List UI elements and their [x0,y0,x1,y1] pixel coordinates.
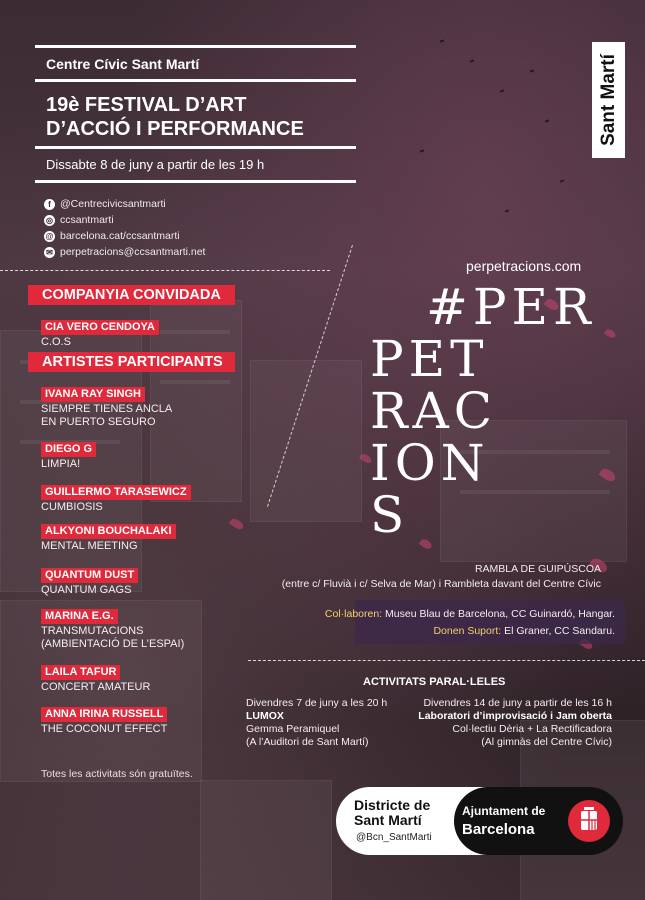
header-rule [35,180,356,183]
collaborators-text: Museu Blau de Barcelona, CC Guinardó, Hangar. [385,608,615,620]
activity-venue: (Al gimnàs del Centre Cívic) [481,736,612,748]
artist-entry [41,704,167,736]
barcelona-seal-icon [568,800,610,842]
artist-work: LIMPIA! [41,458,81,470]
artist-name: GUILLERMO TARASEWICZ [41,485,191,500]
artist-name: MARINA E.G. [41,609,118,624]
district-tab-label: Sant Martí [597,54,619,146]
collaborators-label: Col·laboren: [324,608,383,620]
artist-work: THE COCONUT EFFECT [41,723,168,735]
header-rule [35,146,356,149]
artist-work: (AMBIENTACIÓ DE L’ESPAI) [41,638,185,650]
email-icon: ✉ [44,247,55,258]
bird-shape [530,69,534,72]
footer-logos [336,787,623,855]
artist-work: SIEMPRE TIENES ANCLA [41,403,173,415]
support-text: El Graner, CC Sandaru. [504,625,615,637]
district-handle[interactable]: @Bcn_SantMarti [356,832,432,843]
artist-entry [41,565,138,597]
activity-title: Laboratori d’improvisació i Jam oberta [418,710,612,722]
activity-title: LUMOX [246,710,284,722]
artist-entry [41,384,172,429]
social-facebook[interactable] [44,198,166,210]
dashed-divider [248,660,645,661]
artist-entry [41,521,176,553]
bird-shape [500,89,504,92]
instagram-icon: ◎ [44,215,55,226]
bird-shape [470,59,474,62]
perpetracions-title-line: S [370,486,410,544]
social-web[interactable] [44,230,180,242]
support-label: Donen Suport: [433,625,502,637]
support-line [433,625,615,637]
facebook-icon: f [44,199,55,210]
petal-shape [229,517,245,532]
free-activities-note: Totes les activitats són gratuïtes. [41,768,193,780]
bird-shape [545,119,549,122]
website-url[interactable]: perpetracions.com [466,258,582,274]
artist-work: C.O.S [41,336,71,348]
social-instagram[interactable] [44,214,114,226]
social-email[interactable] [44,246,205,258]
collaborators-panel [324,600,625,644]
district-line2: Sant Martí [354,812,422,828]
collaborators-line [325,608,615,620]
bird-shape [420,149,424,152]
activity-left [246,697,387,749]
artist-entry [41,662,150,694]
festival-title-line1: 19è FESTIVAL D’ART [46,94,247,116]
artist-work: EN PUERTO SEGURO [41,416,156,428]
artist-name: DIEGO G [41,442,96,457]
city-label: Ajuntament de [462,804,546,818]
social-label: @Centrecivicsantmarti [60,198,166,210]
petal-shape [419,537,433,550]
bg-building [200,780,332,900]
activity-artist: Gemma Peramiquel [246,723,340,735]
social-label: perpetracions@ccsantmarti.net [60,246,206,258]
bird-shape [560,179,564,182]
bg-window-row [160,330,230,334]
artist-entry [41,439,96,471]
festival-title-line2: D’ACCIÓ I PERFORMANCE [46,118,304,140]
artist-work: MENTAL MEETING [41,540,138,552]
location-street: RAMBLA DE GUIPÚSCOA [474,563,601,575]
header-rule [35,45,356,48]
dashed-divider [0,270,330,271]
activity-artist: Col·lectiu Dèria + La Rectificadora [452,723,612,735]
guest-company [41,317,159,349]
artist-work: CONCERT AMATEUR [41,681,151,693]
perpetracions-title-line: ION [370,434,490,492]
city-name: Barcelona [462,821,535,838]
activity-right [412,697,612,749]
artist-name: LAILA TAFUR [41,665,120,680]
venue-name: Centre Cívic Sant Martí [46,56,200,72]
petal-shape [604,327,617,339]
district-logo-text [354,798,430,828]
bird-shape [440,39,444,42]
location-detail: (entre c/ Fluvià i c/ Selva de Mar) i Rambleta davant del Centre Cívic [281,578,601,590]
guest-company-heading: COMPANYIA CONVIDADA [28,285,235,305]
artist-work: QUANTUM GAGS [41,584,132,596]
artist-work: TRANSMUTACIONS [41,625,144,637]
perpetracions-title-line: PET [370,330,489,388]
district-tab [592,42,625,158]
artist-name: ALKYONI BOUCHALAKI [41,524,176,539]
activity-date: Divendres 7 de juny a les 20 h [246,697,388,709]
artist-work: CUMBIOSIS [41,501,103,513]
activities-heading: ACTIVITATS PARAL·LELES [363,676,506,688]
artist-name: QUANTUM DUST [41,568,138,583]
perpetracions-title-line: #PER [426,278,596,336]
activity-venue: (A l’Auditori de Sant Martí) [246,736,369,748]
social-label: ccsantmarti [60,214,114,226]
artist-name: CIA VERO CENDOYA [41,320,159,335]
artist-name: ANNA IRINA RUSSELL [41,707,167,722]
activity-date: Divendres 14 de juny a partir de les 16 h [423,697,612,709]
web-icon: @ [45,231,54,241]
artist-entry [41,482,191,514]
perpetracions-title-line: RAC [370,382,498,440]
festival-date: Dissabte 8 de juny a partir de les 19 h [46,157,265,172]
social-label: barcelona.cat/ccsantmarti [60,230,180,242]
artist-entry [41,606,184,651]
district-line1: Districte de [354,797,431,813]
header-rule [35,79,356,82]
artists-heading: ARTISTES PARTICIPANTS [28,352,235,372]
bird-shape [505,209,509,212]
artist-name: IVANA RAY SINGH [41,387,145,402]
